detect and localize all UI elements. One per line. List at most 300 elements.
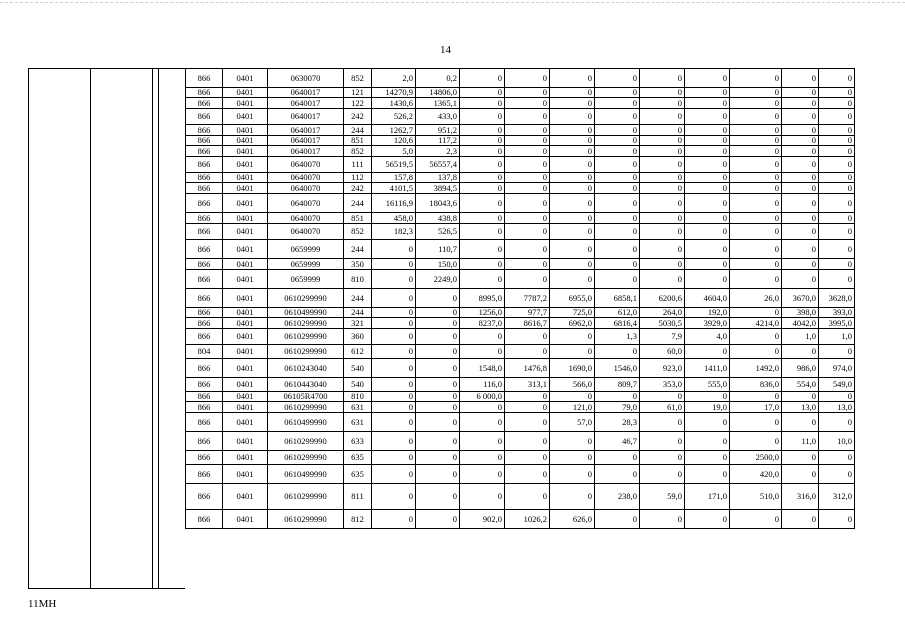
table-cell: 0401 <box>223 451 268 465</box>
table-cell: 0 <box>416 359 460 378</box>
table-cell: 0610499990 <box>268 413 344 432</box>
table-cell: 56557,4 <box>416 157 460 173</box>
table-cell: 0 <box>595 157 640 173</box>
table-row <box>186 98 855 109</box>
table-cell: 0 <box>819 183 855 194</box>
table-cell: 0 <box>505 88 550 98</box>
table-row <box>186 345 855 359</box>
table-cell: 0 <box>505 432 550 451</box>
table-cell: 0659999 <box>268 259 344 270</box>
table-cell: 866 <box>186 157 223 173</box>
table-cell: 0401 <box>223 88 268 98</box>
table-cell: 0 <box>505 345 550 359</box>
table-cell: 0 <box>372 392 416 402</box>
table-cell: 0640070 <box>268 183 344 194</box>
table-cell: 0 <box>460 484 505 510</box>
table-cell: 0610299990 <box>268 432 344 451</box>
table-cell: 0 <box>460 194 505 213</box>
table-cell: 0 <box>640 413 685 432</box>
table-cell: 0 <box>685 213 730 224</box>
table-cell: 0 <box>460 451 505 465</box>
table-cell: 0 <box>595 109 640 125</box>
table-cell: 0 <box>640 432 685 451</box>
table-cell: 902,0 <box>460 510 505 529</box>
table-cell: 0 <box>372 432 416 451</box>
table-cell: 866 <box>186 259 223 270</box>
table-cell: 0 <box>372 329 416 345</box>
table-cell: 137,8 <box>416 173 460 183</box>
table-cell: 0 <box>782 136 819 146</box>
table-cell: 0 <box>595 345 640 359</box>
table-cell: 866 <box>186 98 223 109</box>
table-cell: 1546,0 <box>595 359 640 378</box>
table-cell: 0 <box>416 392 460 402</box>
table-cell: 433,0 <box>416 109 460 125</box>
table-cell: 0 <box>416 378 460 392</box>
table-cell: 0 <box>372 451 416 465</box>
table-cell: 0 <box>685 413 730 432</box>
table-cell: 852 <box>344 69 372 88</box>
table-cell: 0 <box>372 259 416 270</box>
table-cell: 0 <box>819 259 855 270</box>
table-cell: 116,0 <box>460 378 505 392</box>
table-row <box>186 88 855 98</box>
table-cell: 0401 <box>223 413 268 432</box>
table-cell: 0 <box>505 98 550 109</box>
table-cell: 540 <box>344 359 372 378</box>
table-cell: 0 <box>460 329 505 345</box>
table-cell: 0 <box>819 136 855 146</box>
table-cell: 0 <box>640 213 685 224</box>
table-cell: 0 <box>595 392 640 402</box>
table-cell: 0 <box>730 329 782 345</box>
table-cell: 13,0 <box>782 402 819 413</box>
table-cell: 0 <box>372 510 416 529</box>
table-cell: 2,3 <box>416 146 460 157</box>
table-row <box>186 510 855 529</box>
table-cell: 0 <box>730 157 782 173</box>
table-cell: 0 <box>372 270 416 289</box>
table-cell: 350 <box>344 259 372 270</box>
table-cell: 112 <box>344 173 372 183</box>
table-cell: 19,0 <box>685 402 730 413</box>
table-cell: 244 <box>344 125 372 136</box>
table-cell: 0 <box>640 240 685 259</box>
table-cell: 866 <box>186 359 223 378</box>
table-cell: 0 <box>782 224 819 240</box>
table-cell: 0610299990 <box>268 345 344 359</box>
table-cell: 1,0 <box>782 329 819 345</box>
table-cell: 566,0 <box>550 378 595 392</box>
table-cell: 809,7 <box>595 378 640 392</box>
table-cell: 4101,5 <box>372 183 416 194</box>
table-cell: 0 <box>505 329 550 345</box>
table-cell: 0401 <box>223 259 268 270</box>
table-cell: 0401 <box>223 69 268 88</box>
table-cell: 977,7 <box>505 308 550 318</box>
table-cell: 0 <box>730 88 782 98</box>
table-row <box>186 465 855 484</box>
table-cell: 0 <box>782 125 819 136</box>
table-cell: 0 <box>819 125 855 136</box>
table-cell: 866 <box>186 318 223 329</box>
table-cell: 0 <box>782 69 819 88</box>
left-col-line-3 <box>152 68 153 588</box>
table-cell: 526,2 <box>372 109 416 125</box>
table-cell: 0 <box>505 451 550 465</box>
table-cell: 0 <box>505 194 550 213</box>
table-cell: 810 <box>344 392 372 402</box>
table-cell: 0 <box>819 413 855 432</box>
table-cell: 0 <box>372 413 416 432</box>
table-cell: 0 <box>685 194 730 213</box>
table-cell: 0 <box>819 213 855 224</box>
table-cell: 61,0 <box>640 402 685 413</box>
table-row <box>186 308 855 318</box>
table-cell: 0 <box>782 510 819 529</box>
table-cell: 0 <box>416 413 460 432</box>
table-cell: 0 <box>819 270 855 289</box>
table-cell: 0 <box>595 240 640 259</box>
table-cell: 0 <box>595 69 640 88</box>
table-cell: 1,3 <box>595 329 640 345</box>
table-cell: 0 <box>819 465 855 484</box>
table-cell: 0610499990 <box>268 465 344 484</box>
table-cell: 0 <box>819 194 855 213</box>
table-cell: 0640070 <box>268 224 344 240</box>
table-cell: 8995,0 <box>460 289 505 308</box>
table-cell: 0 <box>685 98 730 109</box>
table-cell: 4214,0 <box>730 318 782 329</box>
table-cell: 393,0 <box>819 308 855 318</box>
table-cell: 0 <box>640 98 685 109</box>
table-cell: 0 <box>819 345 855 359</box>
table-cell: 0 <box>595 510 640 529</box>
table-cell: 0 <box>782 109 819 125</box>
table-cell: 0 <box>730 69 782 88</box>
table-cell: 7,9 <box>640 329 685 345</box>
table-cell: 1365,1 <box>416 98 460 109</box>
table-cell: 0 <box>640 125 685 136</box>
table-cell: 6 000,0 <box>460 392 505 402</box>
table-cell: 0610243040 <box>268 359 344 378</box>
table-cell: 0 <box>460 98 505 109</box>
table-cell: 398,0 <box>782 308 819 318</box>
table-cell: 866 <box>186 510 223 529</box>
table-row <box>186 392 855 402</box>
table-cell: 458,0 <box>372 213 416 224</box>
table-cell: 120,6 <box>372 136 416 146</box>
table-cell: 2,0 <box>372 69 416 88</box>
table-cell: 866 <box>186 109 223 125</box>
table-cell: 0 <box>505 109 550 125</box>
table-cell: 0 <box>595 194 640 213</box>
table-cell: 0 <box>685 259 730 270</box>
table-cell: 0 <box>372 402 416 413</box>
table-cell: 0401 <box>223 270 268 289</box>
table-cell: 0 <box>460 402 505 413</box>
table-cell: 3670,0 <box>782 289 819 308</box>
table-cell: 8237,0 <box>460 318 505 329</box>
table-cell: 0 <box>460 146 505 157</box>
left-block-bottom-border <box>28 588 185 589</box>
table-cell: 0610443040 <box>268 378 344 392</box>
table-cell: 0 <box>730 109 782 125</box>
table-cell: 438,8 <box>416 213 460 224</box>
table-cell: 0 <box>640 224 685 240</box>
table-cell: 0 <box>730 224 782 240</box>
table-cell: 0 <box>730 510 782 529</box>
table-cell: 0 <box>730 136 782 146</box>
table-cell: 0610299990 <box>268 484 344 510</box>
table-cell: 0 <box>730 432 782 451</box>
table-cell: 0 <box>505 259 550 270</box>
table-cell: 555,0 <box>685 378 730 392</box>
table-cell: 0 <box>782 183 819 194</box>
left-col-line-2 <box>90 68 91 588</box>
table-cell: 171,0 <box>685 484 730 510</box>
table-cell: 0 <box>416 432 460 451</box>
table-cell: 0 <box>819 240 855 259</box>
table-cell: 0 <box>595 465 640 484</box>
table-cell: 0401 <box>223 183 268 194</box>
table-cell: 612,0 <box>595 308 640 318</box>
table-cell: 0401 <box>223 240 268 259</box>
table-row <box>186 329 855 345</box>
table-cell: 923,0 <box>640 359 685 378</box>
table-row <box>186 378 855 392</box>
table-cell: 0 <box>595 136 640 146</box>
table-cell: 312,0 <box>819 484 855 510</box>
table-cell: 0 <box>460 88 505 98</box>
table-cell: 866 <box>186 402 223 413</box>
page-footer: 11МН <box>28 598 57 610</box>
table-cell: 0 <box>685 157 730 173</box>
table-cell: 244 <box>344 289 372 308</box>
table-cell: 0 <box>550 98 595 109</box>
table-cell: 0 <box>416 465 460 484</box>
table-cell: 0 <box>685 88 730 98</box>
table-cell: 0 <box>595 259 640 270</box>
table-cell: 866 <box>186 194 223 213</box>
table-cell: 8616,7 <box>505 318 550 329</box>
table-cell: 0 <box>730 125 782 136</box>
table-row <box>186 359 855 378</box>
table-cell: 192,0 <box>685 308 730 318</box>
table-cell: 0 <box>782 98 819 109</box>
table-cell: 0 <box>730 173 782 183</box>
table-cell: 0 <box>595 146 640 157</box>
table-cell: 3995,0 <box>819 318 855 329</box>
table-cell: 549,0 <box>819 378 855 392</box>
table-cell: 0 <box>505 136 550 146</box>
table-cell: 0 <box>819 109 855 125</box>
table-cell: 866 <box>186 270 223 289</box>
table-cell: 635 <box>344 451 372 465</box>
table-cell: 0 <box>640 183 685 194</box>
table-cell: 0 <box>460 270 505 289</box>
table-row <box>186 432 855 451</box>
table-cell: 0 <box>730 259 782 270</box>
table-cell: 866 <box>186 308 223 318</box>
table-row <box>186 69 855 88</box>
table-cell: 866 <box>186 484 223 510</box>
table-cell: 0401 <box>223 510 268 529</box>
table-cell: 0640070 <box>268 173 344 183</box>
table-row <box>186 259 855 270</box>
table-cell: 1262,7 <box>372 125 416 136</box>
table-cell: 360 <box>344 329 372 345</box>
table-cell: 1430,6 <box>372 98 416 109</box>
table-cell: 0 <box>550 194 595 213</box>
table-cell: 0 <box>595 224 640 240</box>
table-cell: 866 <box>186 125 223 136</box>
table-cell: 0 <box>819 69 855 88</box>
table-cell: 0 <box>372 289 416 308</box>
table-cell: 0 <box>550 270 595 289</box>
table-cell: 612 <box>344 345 372 359</box>
table-cell: 150,0 <box>416 259 460 270</box>
table-cell: 866 <box>186 289 223 308</box>
table-cell: 0 <box>685 69 730 88</box>
table-cell: 264,0 <box>640 308 685 318</box>
table-cell: 0 <box>460 465 505 484</box>
table-cell: 0 <box>460 183 505 194</box>
table-cell: 0 <box>640 259 685 270</box>
table-cell: 866 <box>186 69 223 88</box>
table-cell: 121,0 <box>550 402 595 413</box>
table-cell: 0610299990 <box>268 289 344 308</box>
table-cell: 28,3 <box>595 413 640 432</box>
budget-table <box>185 68 855 529</box>
table-cell: 244 <box>344 194 372 213</box>
table-cell: 0610499990 <box>268 308 344 318</box>
table-cell: 0 <box>550 88 595 98</box>
table-row <box>186 413 855 432</box>
table-cell: 0 <box>372 345 416 359</box>
table-cell: 626,0 <box>550 510 595 529</box>
table-cell: 0610299990 <box>268 510 344 529</box>
table-cell: 0 <box>505 392 550 402</box>
table-cell: 321 <box>344 318 372 329</box>
table-cell: 0401 <box>223 157 268 173</box>
table-cell: 0401 <box>223 318 268 329</box>
table-cell: 866 <box>186 173 223 183</box>
table-cell: 1548,0 <box>460 359 505 378</box>
table-cell: 0 <box>685 183 730 194</box>
table-cell: 0 <box>550 259 595 270</box>
table-cell: 0 <box>416 402 460 413</box>
table-cell: 1026,2 <box>505 510 550 529</box>
left-empty-columns <box>28 68 185 588</box>
table-cell: 866 <box>186 451 223 465</box>
table-cell: 836,0 <box>730 378 782 392</box>
table-row <box>186 224 855 240</box>
table-cell: 1256,0 <box>460 308 505 318</box>
table-cell: 353,0 <box>640 378 685 392</box>
table-cell: 0401 <box>223 432 268 451</box>
table-cell: 0 <box>595 173 640 183</box>
table-cell: 0 <box>782 194 819 213</box>
table-cell: 1492,0 <box>730 359 782 378</box>
table-cell: 866 <box>186 183 223 194</box>
table-cell: 866 <box>186 413 223 432</box>
table-cell: 18043,6 <box>416 194 460 213</box>
table-cell: 46,7 <box>595 432 640 451</box>
table-cell: 0 <box>595 213 640 224</box>
table-cell: 0 <box>505 173 550 183</box>
table-row <box>186 194 855 213</box>
table-cell: 420,0 <box>730 465 782 484</box>
table-cell: 0 <box>730 413 782 432</box>
table-cell: 0401 <box>223 359 268 378</box>
table-cell: 811 <box>344 484 372 510</box>
table-cell: 725,0 <box>550 308 595 318</box>
table-cell: 0 <box>372 359 416 378</box>
table-cell: 0 <box>550 392 595 402</box>
table-cell: 810 <box>344 270 372 289</box>
table-cell: 0 <box>460 125 505 136</box>
table-cell: 0630070 <box>268 69 344 88</box>
table-cell: 866 <box>186 378 223 392</box>
table-cell: 121 <box>344 88 372 98</box>
table-cell: 0640017 <box>268 125 344 136</box>
table-cell: 0640070 <box>268 157 344 173</box>
table-cell: 6200,6 <box>640 289 685 308</box>
table-cell: 0640017 <box>268 136 344 146</box>
table-cell: 313,1 <box>505 378 550 392</box>
table-cell: 4,0 <box>685 329 730 345</box>
table-cell: 117,2 <box>416 136 460 146</box>
table-cell: 4042,0 <box>782 318 819 329</box>
table-cell: 0 <box>505 125 550 136</box>
table-cell: 0 <box>550 146 595 157</box>
table-cell: 0 <box>595 98 640 109</box>
table-cell: 0 <box>550 224 595 240</box>
table-cell: 0 <box>550 69 595 88</box>
table-cell: 0 <box>416 308 460 318</box>
table-cell: 6955,0 <box>550 289 595 308</box>
table-cell: 0 <box>460 173 505 183</box>
table-cell: 1411,0 <box>685 359 730 378</box>
table-cell: 804 <box>186 345 223 359</box>
table-cell: 0 <box>505 240 550 259</box>
table-cell: 0 <box>416 318 460 329</box>
table-cell: 0 <box>685 345 730 359</box>
table-cell: 79,0 <box>595 402 640 413</box>
table-cell: 0 <box>782 451 819 465</box>
table-cell: 0 <box>730 183 782 194</box>
table-cell: 242 <box>344 109 372 125</box>
table-cell: 6858,1 <box>595 289 640 308</box>
table-cell: 0 <box>640 270 685 289</box>
table-cell: 0 <box>416 510 460 529</box>
table-cell: 866 <box>186 146 223 157</box>
table-cell: 0 <box>782 259 819 270</box>
table-cell: 0 <box>595 451 640 465</box>
table-cell: 0 <box>819 510 855 529</box>
table-cell: 0 <box>730 194 782 213</box>
table-row <box>186 240 855 259</box>
table-cell: 238,0 <box>595 484 640 510</box>
table-cell: 635 <box>344 465 372 484</box>
table-cell: 851 <box>344 136 372 146</box>
table-cell: 0 <box>685 146 730 157</box>
table-cell: 0401 <box>223 465 268 484</box>
table-cell: 0 <box>416 289 460 308</box>
table-row <box>186 146 855 157</box>
table-cell: 510,0 <box>730 484 782 510</box>
